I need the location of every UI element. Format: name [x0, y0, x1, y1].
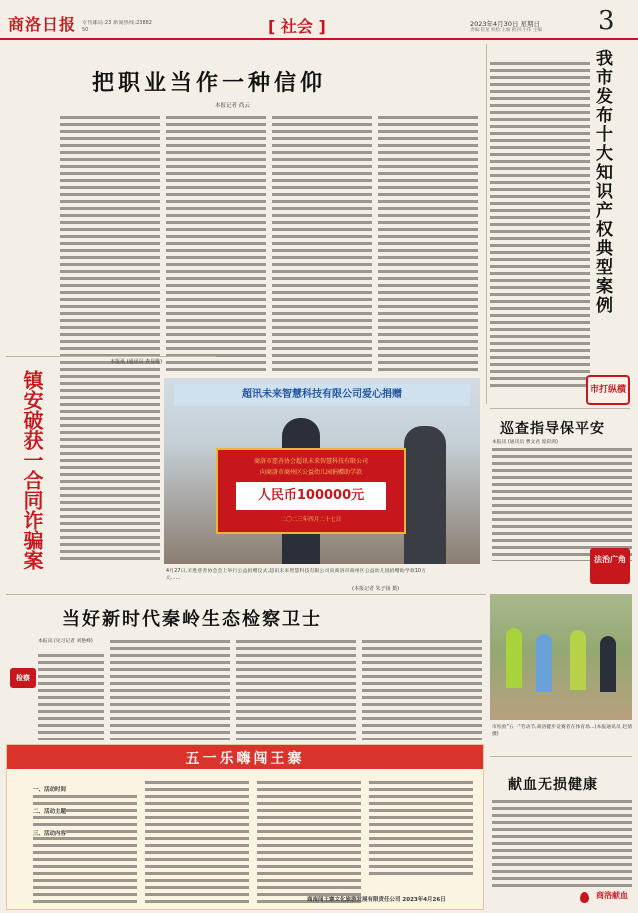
may-day-item-1: 一、活动时间: [33, 787, 67, 793]
runner-3: [570, 630, 586, 690]
fraud-story-body: [60, 366, 160, 561]
qinling-body-col4: [362, 638, 482, 740]
check-date: 二〇二三年四月二十七日: [280, 517, 342, 523]
masthead-meta: 专刊邮局:23 新闻热线:2388250: [82, 20, 152, 33]
main-article-body-col1: [60, 114, 163, 374]
law-badge: 法治广角: [590, 548, 630, 584]
donation-photo: [164, 378, 480, 564]
fraud-story-top-rule: [6, 356, 216, 357]
issue-date: 2023年4月30日 星期日: [470, 20, 541, 28]
qinling-top-rule: [6, 594, 486, 595]
column-divider-right: [486, 44, 487, 404]
runners-photo: [490, 594, 632, 720]
main-article-body-col4: [378, 114, 478, 374]
may-day-item-2: 二、活动主题: [33, 809, 67, 815]
newspaper-logo: 商洛日报: [8, 15, 77, 34]
runner-1: [506, 628, 522, 688]
patrol-byline: 本报讯 (通讯员 曹文君 庞彩鸿): [492, 440, 558, 445]
photo-caption: 4月27日,羊胜慈善协会会上举行公益捐赠仪式,超讯未来智慧科技有限公司向商洛市商州区公益幼儿园捐赠助学款10万元……: [166, 569, 426, 581]
photo-banner: 超讯未来智慧科技有限公司爱心捐赠: [174, 384, 470, 406]
photo-person-right: [404, 426, 446, 564]
may-day-title: 五一乐嗨闯王寨: [185, 751, 305, 767]
check-amount: 人民币100000元: [236, 482, 386, 510]
page-number: 3: [598, 6, 615, 36]
main-article-title: 把职业当作一种信仰: [92, 71, 327, 96]
editors-line: 责编:崔星 校检:王丽 批刊:小伟 主编: [470, 28, 542, 33]
blood-drop-icon: [580, 892, 589, 903]
main-article-byline: 本报记者 尚云: [215, 103, 250, 109]
photo-credit: (本报记者 朱子扬 摄): [352, 586, 400, 592]
qinling-body-col2: [110, 638, 230, 740]
patrol-body: [492, 446, 632, 561]
masthead-rule: [0, 38, 638, 40]
qinling-body-col1: [38, 652, 104, 740]
check-line2: 向商洛市商州区公益幼儿园捐赠助学款: [259, 469, 362, 476]
blood-donation-logo: 商洛献血: [596, 891, 628, 900]
side-feature-title: 我市发布十大知识产权典型案例: [596, 49, 613, 316]
health-title: 献血无损健康: [508, 777, 598, 793]
may-day-item-3: 三、活动内容: [33, 831, 67, 837]
health-caption: 市检验"五一"劳动节,商洛健步竞赛者在体育场…(本报通讯员 赵倩 摄): [492, 725, 632, 737]
patrol-top-rule: [490, 408, 630, 409]
side-feature-body: [490, 60, 590, 390]
main-article-body-col2: [166, 114, 266, 374]
may-day-col4: [369, 779, 473, 879]
may-day-ad: [6, 744, 484, 910]
runner-2: [536, 634, 552, 692]
donation-check: [216, 448, 406, 534]
stamp-badge: 市打纵横: [586, 375, 630, 405]
qinling-body-col3: [236, 638, 356, 740]
main-article-body-col3: [272, 114, 372, 374]
fraud-story-byline: 本报讯 (通讯员 查显维): [110, 359, 163, 365]
fraud-story-title: 镇安破获一合同诈骗案: [20, 370, 44, 570]
may-day-sponsor: 商南闯王寨文化旅游发展有限责任公司 2023年4月26日: [307, 897, 446, 903]
runner-4: [600, 636, 616, 692]
qinling-title: 当好新时代秦岭生态检察卫士: [62, 609, 322, 630]
health-top-rule: [490, 756, 632, 757]
may-day-col3: [257, 779, 361, 903]
qinling-badge: 检察: [10, 668, 36, 688]
may-day-col2: [145, 779, 249, 903]
check-line1: 商洛市慈善协会超讯未来智慧科技有限公司: [253, 458, 368, 465]
qinling-byline: 本报讯 (见习记者 刘艳峰): [38, 639, 93, 644]
health-body: [492, 798, 632, 888]
masthead: [0, 0, 638, 40]
patrol-title: 巡查指导保平安: [500, 421, 605, 437]
section-label: [ 社会 ]: [268, 17, 326, 36]
